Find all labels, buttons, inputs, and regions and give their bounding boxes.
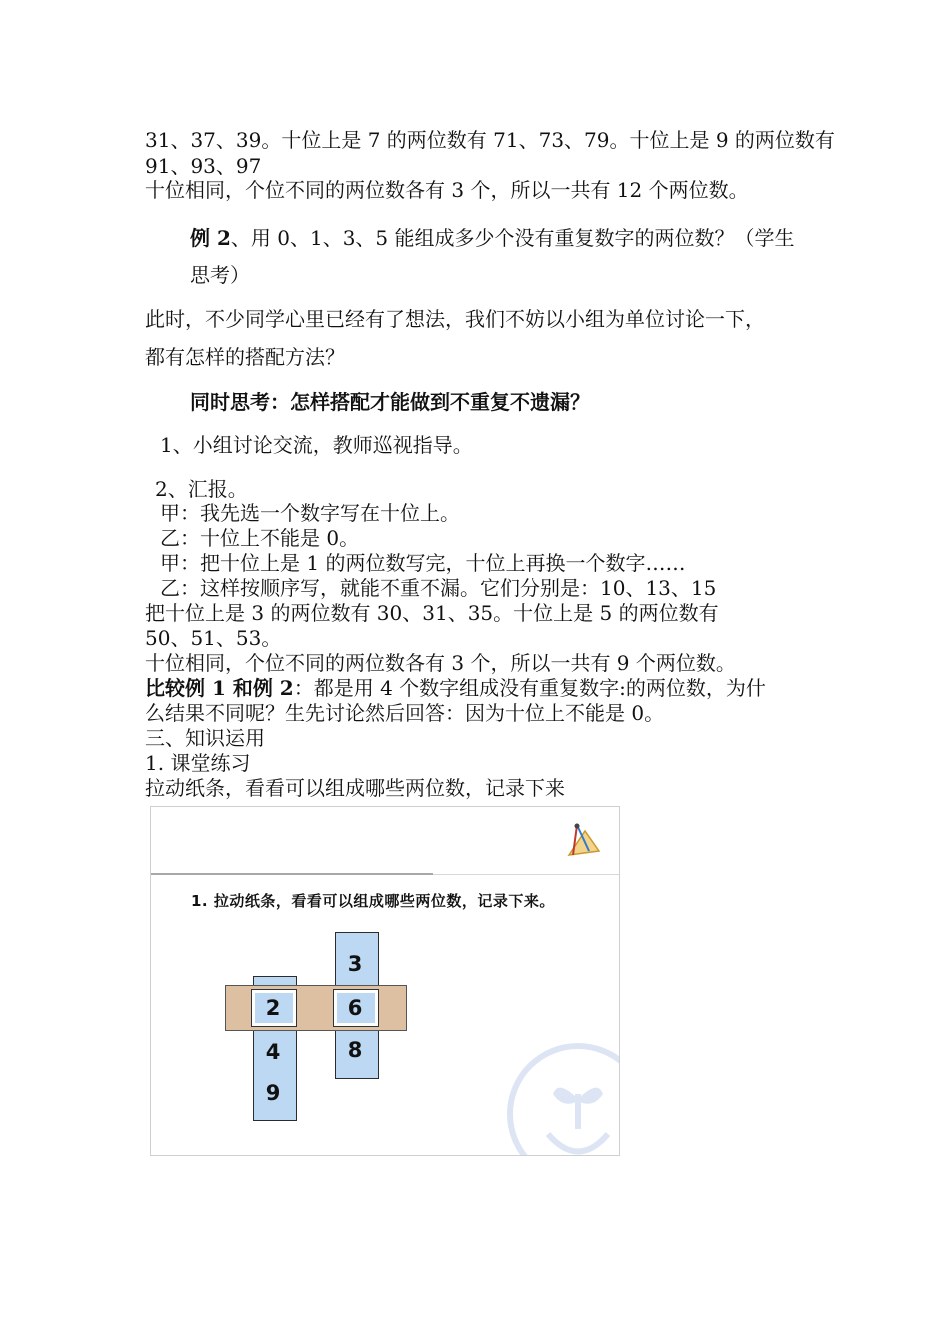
text-line-1: 31、37、39。十位上是 7 的两位数有 71、73、79。十位上是 9 的两位数有	[145, 128, 835, 152]
example-2-label: 例 2	[190, 226, 231, 250]
right-strip-digit: 6	[347, 996, 363, 1020]
exercise-figure	[150, 806, 620, 1156]
text-line-3: 十位相同，个位不同的两位数各有 3 个，所以一共有 12 个两位数。	[145, 178, 749, 202]
left-strip-digit: 9	[265, 1081, 281, 1105]
figure-caption: 1. 拉动纸条，看看可以组成哪些两位数，记录下来。	[191, 892, 555, 910]
text-line-13: 甲：把十位上是 1 的两位数写完，十位上再换一个数字……	[160, 551, 686, 575]
text-line-7: 都有怎样的搭配方法？	[145, 345, 345, 369]
left-strip-digit: 4	[265, 1040, 281, 1064]
text-line-16: 50、51、53。	[145, 626, 282, 650]
section-heading: 三、知识运用	[145, 726, 265, 750]
compare-line	[145, 675, 766, 701]
text-line-17: 十位相同，个位不同的两位数各有 3 个，所以一共有 9 个两位数。	[145, 651, 736, 675]
compare-text: ：都是用 4 个数字组成没有重复数字:的两位数，为什	[293, 676, 766, 700]
text-line-22: 拉动纸条，看看可以组成哪些两位数，记录下来	[145, 776, 565, 800]
text-line-11: 甲：我先选一个数字写在十位上。	[160, 501, 460, 525]
text-line-2: 91、93、97	[145, 154, 262, 178]
figure-divider-light	[433, 874, 620, 875]
text-line-5: 思考）	[190, 263, 250, 287]
example-2-line	[190, 225, 795, 251]
think-prompt: 同时思考：怎样搭配才能做到不重复不遗漏？	[190, 390, 590, 414]
text-line-19: 么结果不同呢？生先讨论然后回答：因为十位上不能是 0。	[145, 701, 665, 725]
text-line-6: 此时，不少同学心里已经有了想法，我们不妨以小组为单位讨论一下，	[145, 307, 765, 331]
right-strip-digit: 3	[347, 952, 363, 976]
compare-label: 比较例 1 和例 2	[145, 676, 294, 700]
text-line-15: 把十位上是 3 的两位数有 30、31、35。十位上是 5 的两位数有	[145, 601, 719, 625]
watermark-logo-icon	[503, 1039, 620, 1156]
example-2-question: 、用 0、1、3、5 能组成多少个没有重复数字的两位数？（学生	[230, 226, 795, 250]
text-line-9: 1、小组讨论交流，教师巡视指导。	[160, 433, 473, 457]
right-strip-digit: 8	[347, 1038, 363, 1062]
text-line-10: 2、汇报。	[155, 477, 248, 501]
text-line-12: 乙：十位上不能是 0。	[160, 526, 360, 550]
figure-divider	[150, 873, 433, 875]
subsection-heading: 1. 课堂练习	[145, 751, 251, 775]
compass-ruler-icon	[563, 821, 603, 861]
left-strip-digit: 2	[265, 996, 281, 1020]
text-line-14: 乙：这样按顺序写，就能不重不漏。它们分别是：10、13、15	[160, 576, 717, 600]
